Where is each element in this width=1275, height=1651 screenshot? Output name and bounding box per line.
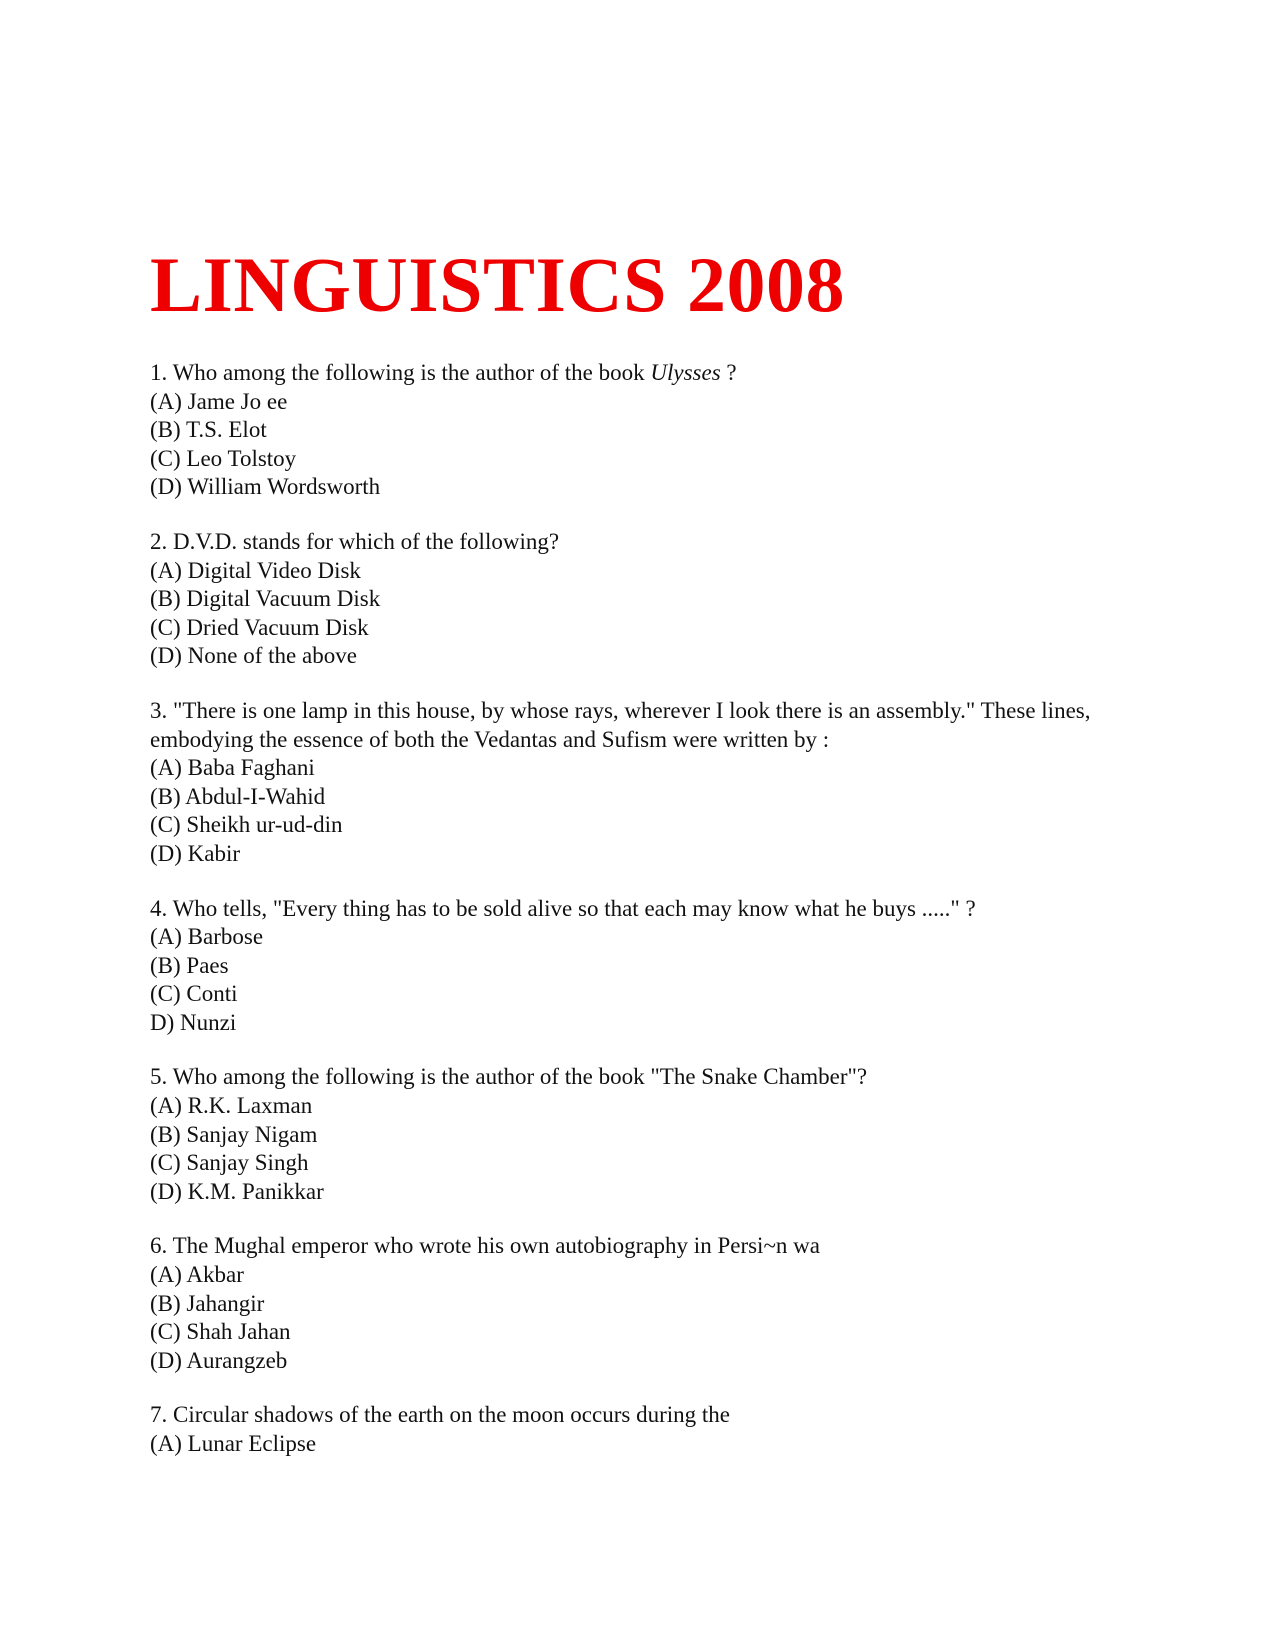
option-c: (C) Sheikh ur-ud-din [150, 812, 343, 838]
option-a: (A) Digital Video Disk [150, 557, 361, 583]
option-d: (D) Aurangzeb [150, 1347, 288, 1373]
option-a: (A) Jame Jo ee [150, 388, 288, 414]
document-page [150, 241, 1150, 1485]
option-c: (C) Conti [150, 981, 238, 1007]
book-title-italic: Ulysses [650, 360, 721, 385]
question-text-part: ? [720, 360, 737, 385]
question-2 [150, 528, 1150, 671]
question-text: 2. D.V.D. stands for which of the following? [150, 528, 560, 554]
page-title: LINGUISTICS 2008 [150, 241, 846, 328]
option-b: (B) Jahangir [150, 1290, 265, 1316]
question-4 [150, 895, 1150, 1038]
option-b: (B) Digital Vacuum Disk [150, 586, 381, 612]
question-list [150, 359, 1150, 1459]
question-text-part: 1. Who among the following is the author of the book [150, 360, 651, 385]
option-a: (A) Barbose [150, 924, 264, 950]
option-d: D) Nunzi [150, 1009, 237, 1035]
option-d: (D) K.M. Panikkar [150, 1178, 324, 1204]
question-6 [150, 1232, 1150, 1375]
question-text [150, 359, 1150, 388]
option-a: (A) R.K. Laxman [150, 1093, 313, 1119]
option-a: (A) Akbar [150, 1262, 244, 1288]
option-b: (B) Sanjay Nigam [150, 1121, 318, 1147]
option-c: (C) Shah Jahan [150, 1319, 291, 1345]
option-d: (D) Kabir [150, 840, 241, 866]
question-text: 6. The Mughal emperor who wrote his own autobiography in Persi~n wa [150, 1233, 820, 1259]
option-d: (D) None of the above [150, 643, 357, 669]
option-a: (A) Baba Faghani [150, 755, 315, 781]
option-c: (C) Leo Tolstoy [150, 445, 297, 471]
option-b: (B) Paes [150, 952, 229, 978]
question-text: 5. Who among the following is the author of the book "The Snake Chamber"? [150, 1064, 868, 1090]
question-7 [150, 1401, 1150, 1458]
question-3 [150, 697, 1150, 869]
question-text: 7. Circular shadows of the earth on the moon occurs during the [150, 1402, 730, 1428]
option-d: (D) William Wordsworth [150, 474, 381, 500]
option-c: (C) Sanjay Singh [150, 1150, 309, 1176]
option-b: (B) Abdul-I-Wahid [150, 783, 326, 809]
question-5 [150, 1063, 1150, 1206]
question-text: 3. "There is one lamp in this house, by whose rays, wherever I look there is an assembly." These lines, embodying the essence of both the Vedantas and Sufism were written by : [150, 697, 1091, 752]
option-a: (A) Lunar Eclipse [150, 1431, 317, 1456]
option-c: (C) Dried Vacuum Disk [150, 614, 369, 640]
question-1 [150, 359, 1150, 502]
option-b: (B) T.S. Elot [150, 417, 267, 443]
question-text: 4. Who tells, "Every thing has to be sold alive so that each may know what he buys ....." ? [150, 895, 976, 921]
